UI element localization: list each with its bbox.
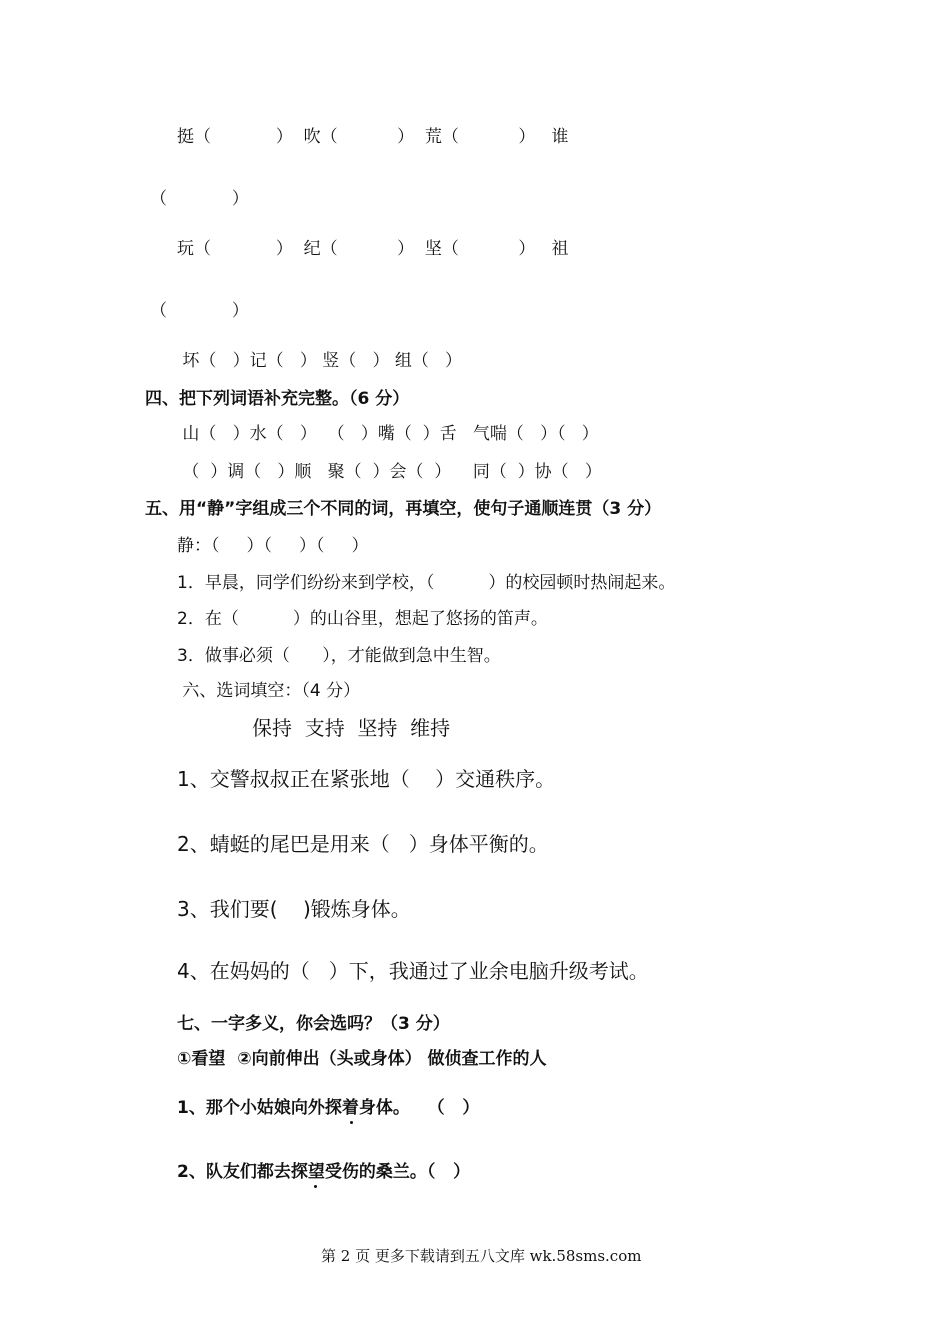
sec3-row3: 坏（ ）记（ ） 竖（ ） 组（ ） bbox=[177, 351, 463, 371]
sec3-row1-cont: （ ） bbox=[150, 189, 249, 209]
sec4-row1: 山（ ）水（ ） （ ）嘴（ ）舌 气喘（ ）（ ） bbox=[177, 424, 599, 444]
sec4-title: 四、把下列词语补充完整。（6 分） bbox=[145, 389, 410, 409]
sec5-sentence-2: 2．在（ ）的山谷里，想起了悠扬的笛声。 bbox=[177, 609, 548, 629]
sec6-question-4: 4、在妈妈的（ ）下，我通过了业余电脑升级考试。 bbox=[177, 959, 649, 983]
sec6-options: 保持 支持 坚持 维持 bbox=[252, 716, 451, 740]
sec7-question-2: 2、队友们都去探望受伤的桑兰。（ ） bbox=[177, 1162, 471, 1182]
emphasis-dot bbox=[314, 1185, 317, 1188]
sec6-title: 六、选词填空：（4 分） bbox=[177, 681, 361, 701]
sec7-meanings: ①看望 ②向前伸出（头或身体） 做侦查工作的人 bbox=[177, 1049, 547, 1069]
sec6-question-1: 1、交警叔叔正在紧张地（ ）交通秩序。 bbox=[177, 767, 556, 791]
sec3-row2-cont: （ ） bbox=[150, 301, 249, 321]
sec7-title: 七、一字多义，你会选吗？（3 分） bbox=[177, 1014, 450, 1034]
emphasis-dot bbox=[350, 1121, 353, 1124]
sec5-title: 五、用“静”字组成三个不同的词，再填空，使句子通顺连贯（3 分） bbox=[145, 499, 662, 519]
sec3-row2: 玩（ ） 纪（ ） 坚（ ） 祖 bbox=[177, 239, 569, 259]
sec5-sentence-1: 1．早晨，同学们纷纷来到学校，（ ）的校园顿时热闹起来。 bbox=[177, 573, 676, 593]
sec5-words: 静：（ ）（ ）（ ） bbox=[177, 536, 369, 556]
sec6-question-2: 2、蜻蜓的尾巴是用来（ ）身体平衡的。 bbox=[177, 832, 549, 856]
sec7-question-1: 1、那个小姑娘向外探着身体。 （ ） bbox=[177, 1098, 480, 1118]
sec5-sentence-3: 3．做事必须（ ），才能做到急中生智。 bbox=[177, 646, 501, 666]
sec4-row2: （ ）调（ ）顺 聚（ ）会（ ） 同（ ）协（ ） bbox=[177, 462, 602, 482]
sec6-question-3: 3、我们要( )锻炼身体。 bbox=[177, 897, 411, 921]
page-footer: 第 2 页 更多下载请到五八文库 wk.58sms.com bbox=[321, 1247, 642, 1265]
sec3-row1: 挺（ ） 吹（ ） 荒（ ） 谁 bbox=[177, 127, 569, 147]
